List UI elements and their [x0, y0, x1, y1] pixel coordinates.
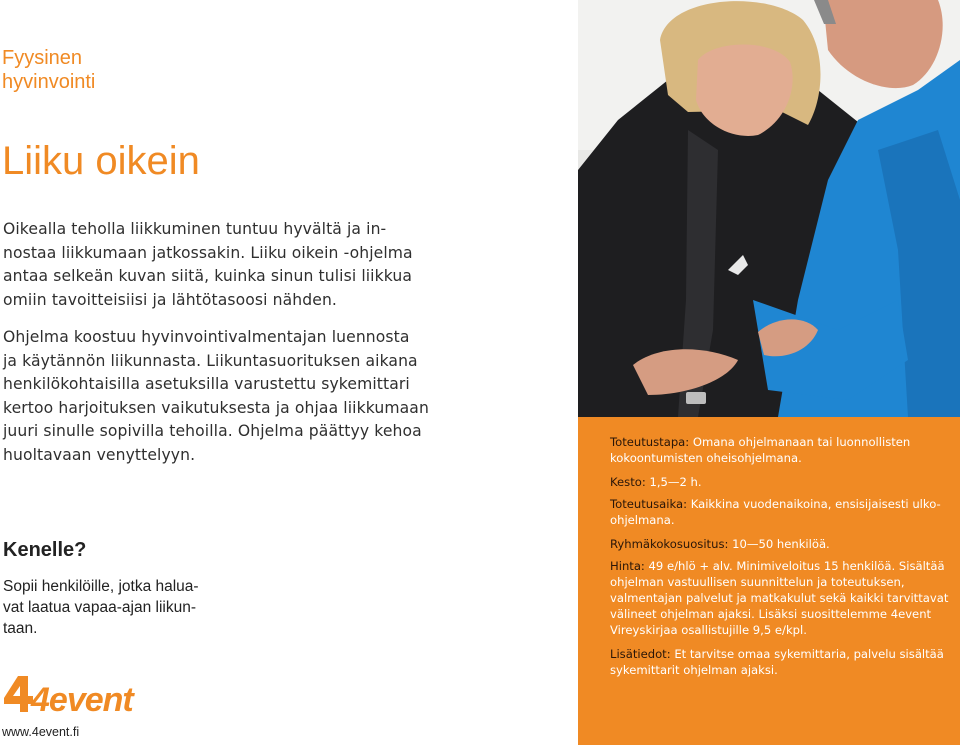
info-value: 10—50 henkilöä.: [732, 537, 830, 551]
logo-text: 4event: [31, 681, 133, 716]
info-toteutustapa: [610, 434, 950, 466]
info-toteutusaika: [610, 496, 950, 528]
info-value: Kaikkina vuodenaikoina, ensisijaisesti ulko-ohjelmana.: [610, 497, 941, 527]
kenelle-heading: Kenelle?: [3, 539, 87, 561]
4event-logo: [2, 672, 144, 716]
text-line: nostaa liikkumaan jatkossakin. Liiku oikein -ohjelma: [3, 243, 413, 262]
section-label-line: hyvinvointi: [2, 71, 96, 93]
info-value: Omana ohjelmanaan tai luonnollisten kokoontumisten oheisohjelmana.: [610, 435, 911, 465]
text-line: antaa selkeän kuvan siitä, kuinka sinun tulisi liikkua: [3, 267, 413, 286]
intro-paragraph: [3, 218, 473, 312]
text-line: taan.: [3, 620, 38, 637]
text-line: Oikealla teholla liikkuminen tuntuu hyvältä ja in-: [3, 220, 387, 238]
text-line: Ohjelma koostuu hyvinvointivalmentajan luennosta: [3, 328, 410, 346]
text-line: henkilökohtaisilla asetuksilla varustettu sykemittari: [3, 375, 410, 394]
program-paragraph: [3, 326, 473, 468]
text-line: kertoo harjoituksen vaikutuksesta ja ohjaa liikkumaan: [3, 398, 429, 417]
info-value: 1,5—2 h.: [649, 475, 702, 489]
info-ryhmakoko: [610, 536, 950, 552]
info-value: 49 e/hlö + alv. Minimiveloitus 15 henkilöä. Sisältää ohjelman vastuullisen suunnittelun ja toteutuksen, valmentajan palvelut ja matkakulut sekä kaikki tarvittavat välineet ohjelman ajaksi. Lisäksi suosittelemme 4event Vireyskirjaa osallistujille 9,5 e/kpl.: [610, 559, 949, 637]
text-line: vat laatua vapaa-ajan liikun-: [3, 599, 197, 616]
right-column: [578, 0, 960, 745]
text-line: Sopii henkilöille, jotka halua-: [3, 578, 199, 595]
info-hinta: [610, 558, 950, 638]
text-line: ja käytännön liikunnasta. Liikuntasuorituksen aikana: [3, 351, 418, 370]
section-label-line: Fyysinen: [2, 47, 83, 69]
website-url: www.4event.fi: [2, 725, 80, 739]
text-line: omiin tavoitteisiisi ja lähtötasoosi nähden.: [3, 290, 337, 309]
info-lisatiedot: [610, 646, 950, 678]
info-label: Kesto:: [610, 475, 646, 489]
page-title: Liiku oikein: [2, 139, 200, 183]
info-label: Toteutusaika:: [610, 497, 688, 511]
info-value: Et tarvitse omaa sykemittaria, palvelu sisältää sykemittarit ohjelman ajaksi.: [610, 647, 944, 677]
info-kesto: [610, 474, 950, 490]
text-line: juuri sinulle sopivilla tehoilla. Ohjelma päättyy kehoa: [3, 422, 422, 441]
info-label: Ryhmäkokosuositus:: [610, 537, 729, 551]
info-label: Lisätiedot:: [610, 647, 671, 661]
exercise-photo: [578, 0, 960, 417]
info-label: Hinta:: [610, 559, 645, 573]
kenelle-paragraph: [3, 576, 211, 639]
text-line: huoltavaan venyttelyyn.: [3, 445, 196, 464]
info-panel: [578, 417, 960, 745]
section-label: [2, 46, 95, 94]
info-label: Toteutustapa:: [610, 435, 690, 449]
